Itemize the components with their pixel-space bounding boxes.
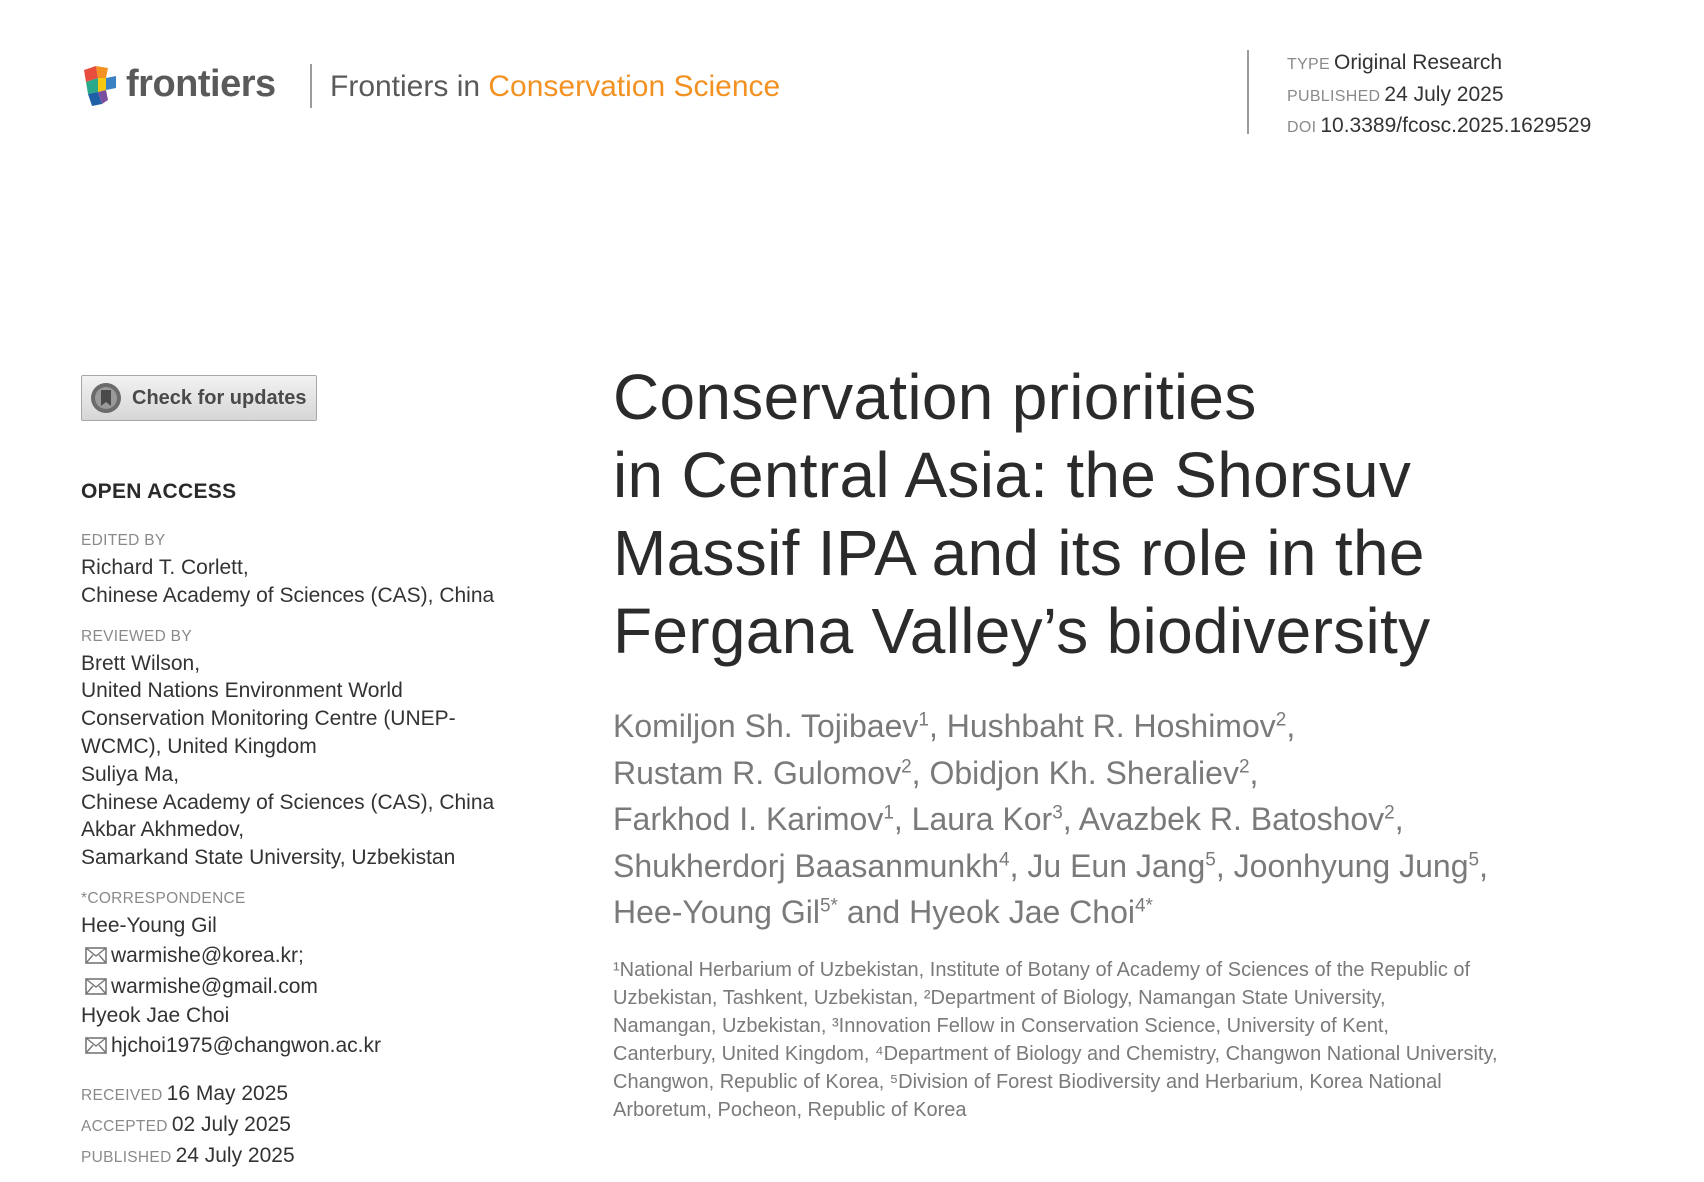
author-affiliation: 2	[1238, 755, 1250, 777]
published-value: 24 July 2025	[1384, 82, 1504, 106]
received-value: 16 May 2025	[166, 1081, 289, 1105]
affiliation-line: Canterbury, United Kingdom, ⁴Department of Biology and Chemistry, Changwon National University,	[613, 1043, 1498, 1065]
author-name[interactable]: Avazbek R. Batoshov	[1078, 801, 1385, 837]
envelope-icon	[85, 1037, 107, 1054]
correspondent-name: Hyeok Jae Choi	[81, 1003, 230, 1027]
check-for-updates-button[interactable]	[81, 375, 317, 421]
affiliation-line: Changwon, Republic of Korea, ⁵Division of Forest Biodiversity and Herbarium, Korea National	[613, 1071, 1442, 1093]
reviewer-line: Chinese Academy of Sciences (CAS), China	[81, 790, 495, 814]
affiliation-line: Uzbekistan, Tashkent, Uzbekistan, ²Department of Biology, Namangan State University,	[613, 987, 1386, 1009]
published-label: PUBLISHED	[81, 1148, 172, 1166]
author-name[interactable]: Shukherdorj Baasanmunkh	[613, 847, 1000, 884]
author-affiliation: 4*	[1134, 895, 1153, 917]
email-link[interactable]: hjchoi1975@changwon.ac.kr	[111, 1033, 381, 1057]
author-affiliation: 2	[1384, 802, 1395, 824]
author-affiliation: 5	[1205, 848, 1216, 870]
correspondence-label: *CORRESPONDENCE	[81, 889, 246, 907]
type-value: Original Research	[1334, 51, 1503, 74]
journal-title: Conservation Science	[488, 70, 781, 103]
author-name[interactable]: Ju Eun Jang	[1027, 847, 1206, 884]
email-row[interactable]	[81, 1030, 521, 1061]
published-label: PUBLISHED	[1287, 87, 1381, 105]
reviewed-by-label: REVIEWED BY	[81, 627, 192, 645]
envelope-icon	[85, 947, 107, 964]
reviewer-line: WCMC), United Kingdom	[81, 734, 317, 758]
email-link[interactable]: warmishe@gmail.com	[111, 974, 318, 998]
meta-divider	[1247, 50, 1249, 134]
check-for-updates-label: Check for updates	[132, 386, 307, 409]
reviewer-line: Conservation Monitoring Centre (UNEP-	[81, 707, 456, 731]
affiliation-line: Arboretum, Pocheon, Republic of Korea	[613, 1099, 967, 1121]
frontiers-logo-icon	[80, 62, 120, 106]
author-name[interactable]: Komiljon Sh. Tojibaev	[613, 708, 919, 744]
author-name[interactable]: Hee-Young Gil	[613, 894, 820, 930]
author-affiliation: 5	[1468, 848, 1480, 870]
published-value: 24 July 2025	[175, 1143, 295, 1167]
author-name[interactable]: Rustam R. Gulomov	[613, 754, 902, 791]
journal-name[interactable]	[330, 70, 780, 104]
header-divider	[310, 64, 312, 108]
author-affiliation: 5*	[819, 895, 838, 917]
affiliations	[613, 956, 1613, 1124]
author-name[interactable]: Hyeok Jae Choi	[909, 894, 1135, 930]
email-row[interactable]	[81, 940, 521, 971]
frontiers-logo[interactable]	[80, 62, 276, 106]
author-name[interactable]: Obidjon Kh. Sheraliev	[929, 754, 1239, 791]
reviewer-line: Brett Wilson,	[81, 651, 201, 675]
accepted-label: ACCEPTED	[81, 1117, 168, 1135]
author-affiliation: 2	[901, 755, 912, 777]
type-label: TYPE	[1287, 56, 1330, 73]
author-affiliation: 2	[1275, 709, 1287, 731]
editor-line: Chinese Academy of Sciences (CAS), China	[81, 583, 495, 607]
doi-value[interactable]: 10.3389/fcosc.2025.1629529	[1320, 114, 1592, 137]
journal-prefix: Frontiers in	[330, 70, 489, 103]
edited-by-label: EDITED BY	[81, 532, 166, 549]
author-affiliation: 4	[999, 848, 1010, 870]
doi-label: DOI	[1287, 119, 1317, 136]
email-row[interactable]	[81, 971, 521, 1002]
email-link[interactable]: warmishe@korea.kr;	[111, 943, 304, 967]
affiliation-line: Namangan, Uzbekistan, ³Innovation Fellow in Conservation Science, University of Kent,	[613, 1015, 1389, 1037]
affiliation-line: ¹National Herbarium of Uzbekistan, Institute of Botany of Academy of Sciences of the Republic of	[613, 959, 1471, 981]
reviewed-by-section	[81, 628, 521, 872]
article-title	[613, 358, 1613, 670]
logo-wordmark: frontiers	[126, 62, 276, 105]
author-name[interactable]: Farkhod I. Karimov	[613, 801, 884, 837]
dates-section	[81, 1079, 521, 1172]
envelope-icon	[85, 978, 107, 995]
author-name[interactable]: Laura Kor	[911, 801, 1053, 837]
correspondent-name: Hee-Young Gil	[81, 913, 217, 937]
author-affiliation: 1	[918, 709, 929, 731]
author-affiliation: 1	[883, 802, 894, 824]
accepted-value: 02 July 2025	[171, 1112, 291, 1136]
correspondence-section	[81, 890, 521, 1061]
author-name[interactable]: Hushbaht R. Hoshimov	[946, 708, 1276, 744]
article-meta	[1287, 48, 1591, 143]
author-name[interactable]: Joonhyung Jung	[1233, 847, 1469, 884]
reviewer-line: Akbar Akhmedov,	[81, 818, 245, 842]
reviewer-line: Suliya Ma,	[81, 762, 180, 786]
title-line: in Central Asia: the Shorsuv	[613, 439, 1412, 511]
reviewer-line: United Nations Environment World	[81, 679, 403, 703]
received-label: RECEIVED	[81, 1086, 163, 1104]
title-line: Fergana Valley’s biodiversity	[613, 595, 1431, 667]
title-line: Massif IPA and its role in the	[613, 517, 1425, 589]
reviewer-line: Samarkand State University, Uzbekistan	[81, 846, 456, 870]
author-list: Komiljon Sh. Tojibaev$^1$, Hushbaht R. Hoshimov$^2$, Rustam R. Gulomov$^2$, Obidjon Kh. Sheraliev$^2$, Farkhod I. Karimov$^1$, Laura Kor$^3$, Avazbek R. Batoshov$^2$, Shukherdorj Baasanmunkh$^4$, Ju Eun Jang$^5$, Joonhyung Jung$^5$, Hee-Young Gil$^{5*}$ and Hyeok Jae Choi$^{4*}$	[613, 708, 1488, 930]
author-affiliation: 3	[1052, 802, 1063, 824]
edited-by-section	[81, 532, 521, 610]
open-access-label: OPEN ACCESS	[81, 480, 237, 503]
sidebar	[81, 480, 521, 1172]
title-line: Conservation priorities	[613, 361, 1257, 433]
bookmark-badge-icon	[90, 382, 122, 414]
editor-line: Richard T. Corlett,	[81, 556, 249, 579]
